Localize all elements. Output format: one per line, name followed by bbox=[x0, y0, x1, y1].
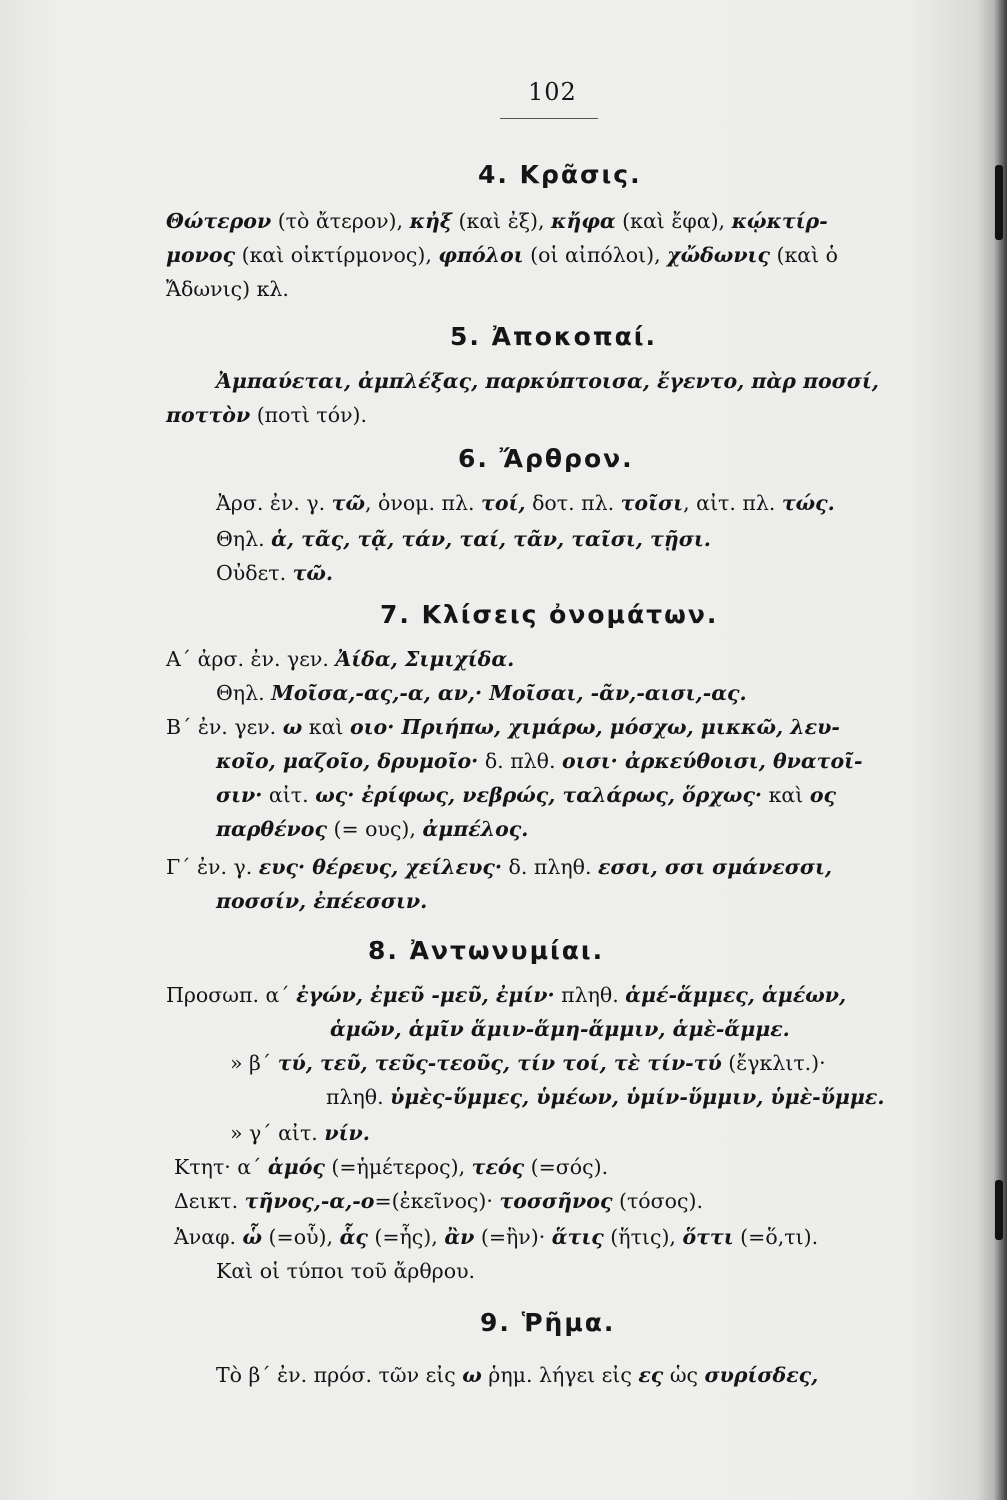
page-number: 102 bbox=[528, 78, 577, 106]
text-line: Ἀναφ. ὧ (=οὗ), ἇς (=ἧς), ἂν (=ἣν)· ἅτις (ἥτις), ὅττι (=ὅ,τι). bbox=[174, 1225, 819, 1249]
section-heading-rhema: 9. Ῥῆμα. bbox=[480, 1308, 616, 1337]
text-line: κοῖο, μαζοῖο, δρυμοῖο· δ. πλθ. οισι· ἀρκεύθοισι, θνατοῖ- bbox=[216, 749, 863, 773]
text-line: μονος (καὶ οἰκτίρμονος), φπόλοι (οἱ αἰπόλοι), χὤδωνις (καὶ ὁ bbox=[166, 243, 839, 267]
text-line: Ἀρσ. ἐν. γ. τῶ, ὀνομ. πλ. τοί, δοτ. πλ. τοῖσι, αἰτ. πλ. τώς. bbox=[216, 491, 835, 515]
text-line: Θώτερον (τὸ ἄτερον), κἠξ (καὶ ἐξ), κἤφα (καὶ ἔφα), κῴκτίρ- bbox=[166, 209, 828, 233]
text-line: » β΄ τύ, τεῦ, τεῦς-τεοῦς, τίν τοί, τὲ τίν-τύ (ἔγκλιτ.)· bbox=[230, 1051, 826, 1075]
section-heading-arthron: 6. Ἄρθρον. bbox=[458, 444, 634, 473]
text-line: Β΄ ἐν. γεν. ω καὶ οιο· Πριήπω, χιμάρω, μόσχω, μικκῶ, λευ- bbox=[166, 715, 840, 739]
text-line: Θηλ. Μοῖσα,-ας,-α, αν,· Μοῖσαι, -ᾶν,-αισι,-ας. bbox=[216, 681, 747, 705]
text-line: ἁμῶν, ἁμῖν ἅμιν-ἅμη-ἅμμιν, ἁμὲ-ἅμμε. bbox=[330, 1017, 790, 1041]
text-line: πληθ. ὑμὲς-ὕμμες, ὑμέων, ὑμίν-ὕμμιν, ὑμὲ-ὕμμε. bbox=[326, 1085, 885, 1109]
text-line: Θηλ. ἁ, τᾶς, τᾷ, τάν, ταί, τᾶν, ταῖσι, τῇσι. bbox=[216, 527, 711, 551]
binding-mark bbox=[995, 165, 1003, 240]
text-line: Ἄδωνις) κλ. bbox=[166, 277, 289, 301]
section-heading-antonymiai: 8. Ἀντωνυμίαι. bbox=[368, 936, 605, 965]
text-line: σιν· αἰτ. ως· ἐρίφως, νεβρώς, ταλάρως, ὅρχως· καὶ ος bbox=[216, 783, 836, 807]
page-number-rule bbox=[500, 118, 598, 119]
text-line: Προσωπ. α΄ ἐγών, ἐμεῦ -μεῦ, ἐμίν· πληθ. ἁμέ-ἅμμες, ἁμέων, bbox=[166, 983, 847, 1007]
text-line: Κτητ· α΄ ἁμός (=ἡμέτερος), τεός (=σός). bbox=[174, 1155, 609, 1179]
text-line: Τὸ β΄ ἐν. πρόσ. τῶν εἰς ω ῥημ. λήγει εἰς ες ὡς συρίσδες, bbox=[216, 1363, 819, 1387]
text-line: » γ΄ αἰτ. νίν. bbox=[230, 1121, 370, 1145]
text-line: παρθένος (= ους), ἀμπέλος. bbox=[216, 817, 529, 841]
text-line: ποττὸν (ποτὶ τόν). bbox=[166, 403, 368, 427]
section-heading-kliseis: 7. Κλίσεις ὀνομάτων. bbox=[380, 600, 719, 629]
text-line: Οὐδετ. τῶ. bbox=[216, 561, 334, 585]
text-line: ποσσίν, ἐπέεσσιν. bbox=[216, 889, 428, 913]
binding-mark bbox=[995, 1180, 1003, 1240]
text-line: Ἀμπαύεται, ἀμπλέξας, παρκύπτοισα, ἔγεντο, πὰρ ποσσί, bbox=[216, 369, 879, 393]
text-line: Α΄ ἀρσ. ἐν. γεν. Ἀίδα, Σιμιχίδα. bbox=[166, 647, 515, 671]
section-heading-krasis: 4. Κρᾶσις. bbox=[478, 160, 642, 189]
text-line: Δεικτ. τῆνος,-α,-ο=(ἐκεῖνος)· τοσσῆνος (τόσος). bbox=[174, 1189, 703, 1213]
text-line: Καὶ οἱ τύποι τοῦ ἄρθρου. bbox=[216, 1259, 476, 1283]
text-line: Γ΄ ἐν. γ. ευς· θέρευς, χείλευς· δ. πληθ. εσσι, σσι σμάνεσσι, bbox=[166, 855, 833, 879]
section-heading-apokopai: 5. Ἀποκοπαί. bbox=[450, 322, 658, 351]
